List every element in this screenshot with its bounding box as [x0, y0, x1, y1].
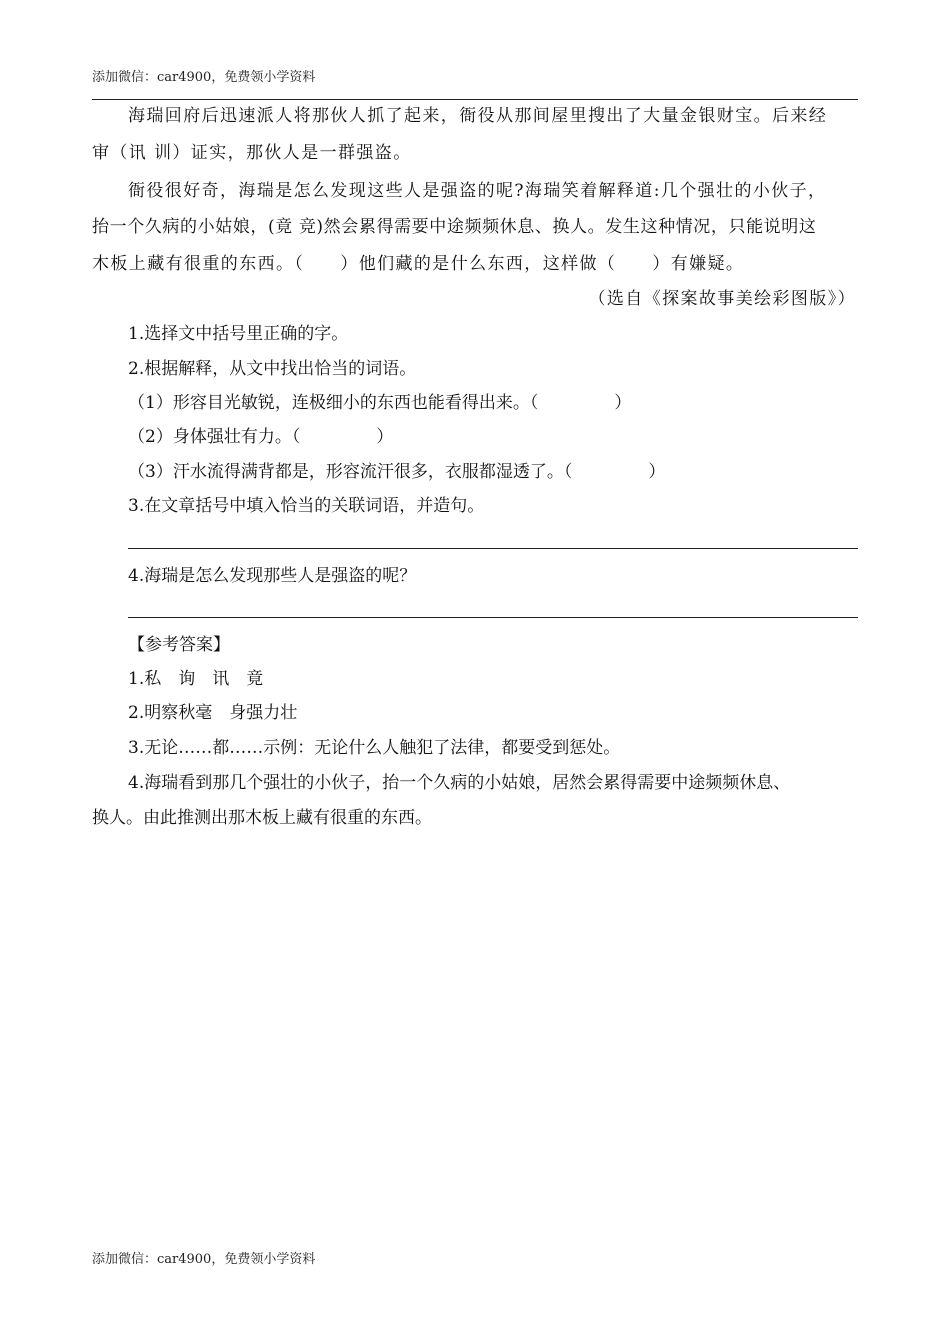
- passage-line-3: 衙役很好奇，海瑞是怎么发现这些人是强盗的呢?海瑞笑着解释道:几个强壮的小伙子，: [128, 181, 827, 201]
- answer-line-question-4[interactable]: [128, 617, 858, 618]
- answer-4-line-2: 换人。由此推测出那木板上藏有很重的东西。: [92, 808, 432, 828]
- question-2-item-1-text: （1）形容目光敏锐，连极细小的东西也能看得出来。（: [128, 393, 539, 413]
- answer-2: 2.明察秋毫 身强力壮: [128, 703, 298, 723]
- footer-note: 添加微信：car4900，免费领小学资料: [92, 1252, 316, 1267]
- header-note: 添加微信：car4900，免费领小学资料: [92, 70, 316, 85]
- passage-line-5-part-b: ）他们藏的是什么东西，这样做（: [340, 254, 617, 274]
- question-2: 2.根据解释，从文中找出恰当的词语。: [128, 359, 417, 379]
- answers-heading: 【参考答案】: [128, 635, 230, 655]
- answer-4-line-1: 4.海瑞看到那几个强壮的小伙子，抬一个久病的小姑娘，居然会累得需要中途频频休息、: [128, 773, 791, 793]
- source-citation: （选自《探案故事美绘彩图版》）: [588, 289, 856, 309]
- question-2-item-2-close: ）: [376, 427, 394, 447]
- question-3: 3.在文章括号中填入恰当的关联词语，并造句。: [128, 496, 485, 516]
- question-2-item-2: [128, 425, 393, 449]
- passage-line-5-part-a: 木板上藏有很重的东西。（: [92, 254, 305, 274]
- passage-line-5: [92, 252, 744, 276]
- passage-line-1: 海瑞回府后迅速派人将那伙人抓了起来，衙役从那间屋里搜出了大量金银财宝。后来经: [128, 106, 828, 126]
- header-divider: [92, 99, 858, 100]
- answer-1: 1.私 询 讯 竟: [128, 669, 264, 689]
- question-2-item-2-text: （2）身体强壮有力。（: [128, 427, 301, 447]
- question-2-item-3-close: ）: [648, 462, 666, 482]
- answer-3: 3.无论……都……示例：无论什么人触犯了法律，都要受到惩处。: [128, 738, 621, 758]
- question-2-item-1: [128, 391, 631, 415]
- question-2-item-3: [128, 460, 665, 484]
- question-4: 4.海瑞是怎么发现那些人是强盗的呢？: [128, 566, 417, 586]
- passage-line-2: 审（讯 训）证实，那伙人是一群强盗。: [92, 143, 412, 163]
- passage-line-4: 抬一个久病的小姑娘，(竟 竞)然会累得需要中途频频休息、换人。发生这种情况，只能说明这: [92, 217, 817, 237]
- question-2-item-1-close: ）: [614, 393, 632, 413]
- passage-line-5-part-c: ）有嫌疑。: [652, 254, 745, 274]
- question-1: 1.选择文中括号里正确的字。: [128, 324, 349, 344]
- answer-line-question-3[interactable]: [128, 548, 858, 549]
- question-2-item-3-text: （3）汗水流得满背都是，形容流汗很多，衣服都湿透了。（: [128, 462, 573, 482]
